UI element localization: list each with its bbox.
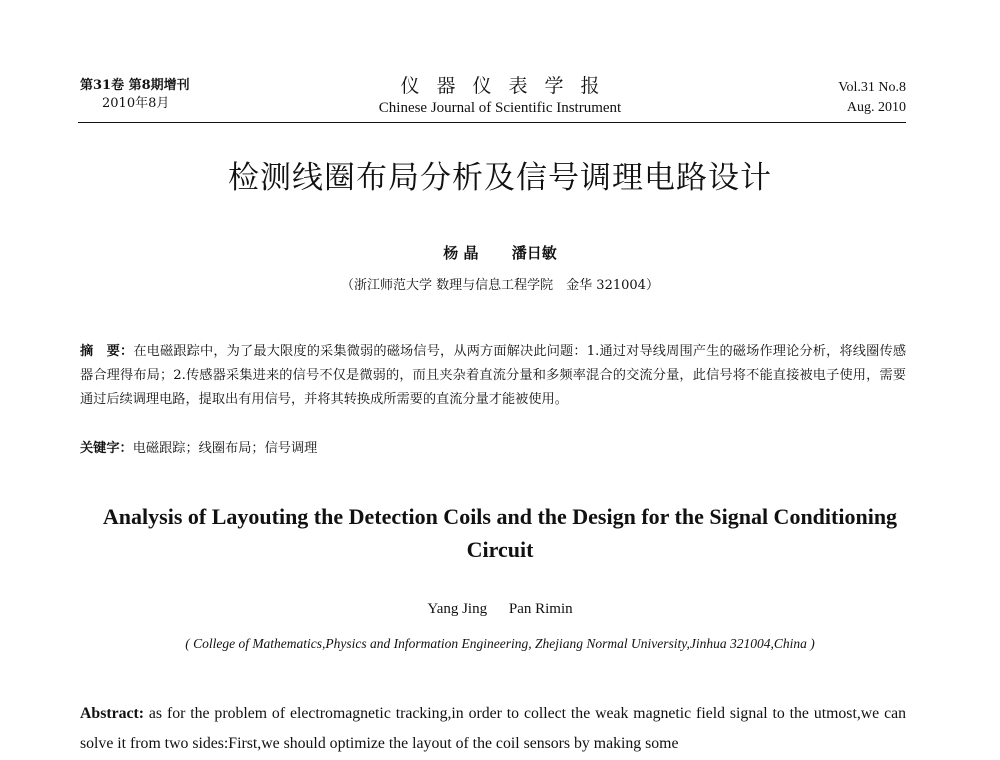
keywords-cn: [80, 438, 906, 460]
abstract-text-cn: 在电磁跟踪中，为了最大限度的采集微弱的磁场信号，从两方面解决此问题：1.通过对导线周围产生的磁场作理论分析，将线圈传感器合理得布局；2.传感器采集进来的信号不仅是微弱的，而且夹杂着直流分量和多频率混合的交流分量，此信号将不能直接被电子使用，需要通过后续调理电路，提取出有用信号，并将其转换成所需要的直流分量才能被使用。: [80, 344, 907, 407]
abstract-en: [80, 699, 906, 759]
abstract-label-en: Abstract:: [80, 705, 145, 722]
journal-name: [300, 74, 700, 118]
keywords-text-cn: 电磁跟踪；线圈布局；信号调理: [132, 441, 318, 456]
author-cn: 潘日敏: [511, 244, 557, 262]
volume-issue: 第31卷 第8期增刊: [80, 78, 190, 93]
author-en: Pan Rimin: [508, 601, 573, 617]
keywords-label-cn: 关键字：: [80, 441, 133, 456]
journal-name-en: Chinese Journal of Scientific Instrument: [378, 100, 622, 116]
author-cn: 杨 晶: [443, 244, 479, 262]
journal-name-cn: 仪器仪表学报: [400, 75, 617, 97]
authors-en: [0, 601, 1000, 618]
affiliation-cn: （浙江师范大学 数理与信息工程学院 金华 321004）: [341, 278, 659, 293]
abstract-text-en: as for the problem of electromagnetic tracking,in order to collect the weak magnetic field signal to the utmost,we can solve it from two sides:First,we should optimize the layout of the coil sensors by making some: [80, 705, 906, 752]
publication-date-en: Aug. 2010: [846, 100, 906, 115]
abstract-label-cn: 摘 要：: [80, 344, 134, 359]
author-en: Yang Jing: [427, 601, 488, 617]
publication-date-cn: 2010年8月: [102, 96, 170, 111]
volume-number-en: Vol.31 No.8: [838, 80, 906, 95]
volume-info-en: [706, 78, 906, 118]
authors-cn: [0, 242, 1000, 263]
volume-info: [80, 77, 300, 113]
header-divider: [78, 122, 906, 123]
paper-title-en: Analysis of Layouting the Detection Coils and the Design for the Signal Conditioning Circuit: [102, 504, 898, 562]
abstract-cn: [80, 340, 906, 412]
paper-title-cn: 检测线圈布局分析及信号调理电路设计: [228, 160, 772, 196]
affiliation-en: ( College of Mathematics,Physics and Information Engineering, Zhejiang Normal University,Jinhua 321004,China ): [185, 636, 815, 651]
